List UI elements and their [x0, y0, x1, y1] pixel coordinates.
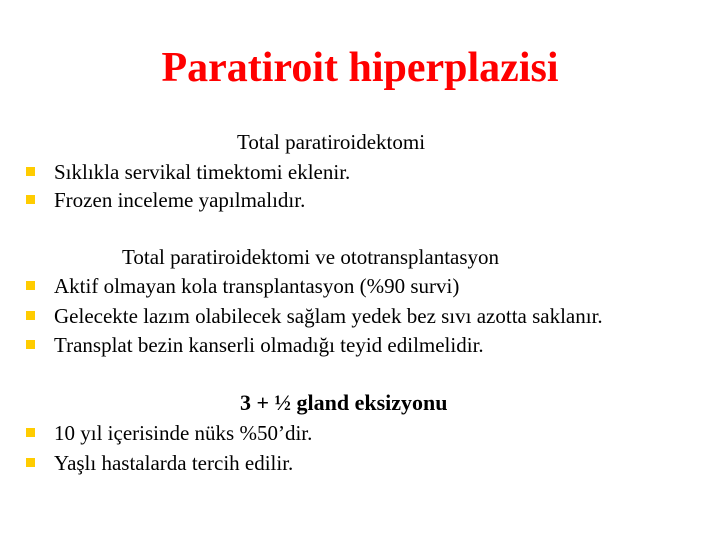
square-bullet-icon	[26, 311, 35, 320]
square-bullet-icon	[26, 340, 35, 349]
square-bullet-icon	[26, 195, 35, 204]
bullet-text: Sıklıkla servikal timektomi eklenir.	[54, 160, 351, 184]
section-heading-ototransplantasyon: Total paratiroidektomi ve ototransplantasyon	[122, 245, 500, 269]
square-bullet-icon	[26, 458, 35, 467]
bullet-text: Gelecekte lazım olabilecek sağlam yedek bez sıvı azotta saklanır.	[54, 304, 603, 328]
square-bullet-icon	[26, 428, 35, 437]
section-heading-total-paratiroidektomi: Total paratiroidektomi	[237, 130, 426, 154]
bullet-text: 10 yıl içerisinde nüks %50’dir.	[54, 421, 313, 445]
bullet-text: Frozen inceleme yapılmalıdır.	[54, 188, 306, 212]
slide-title: Paratiroit hiperplazisi	[161, 45, 559, 91]
bullet-text: Transplat bezin kanserli olmadığı teyid edilmelidir.	[54, 333, 484, 357]
square-bullet-icon	[26, 281, 35, 290]
bullet-text: Aktif olmayan kola transplantasyon (%90 survi)	[54, 274, 460, 298]
square-bullet-icon	[26, 167, 35, 176]
bullet-text: Yaşlı hastalarda tercih edilir.	[54, 451, 294, 475]
section-heading-gland-eksizyonu: 3 + ½ gland eksizyonu	[240, 390, 448, 415]
